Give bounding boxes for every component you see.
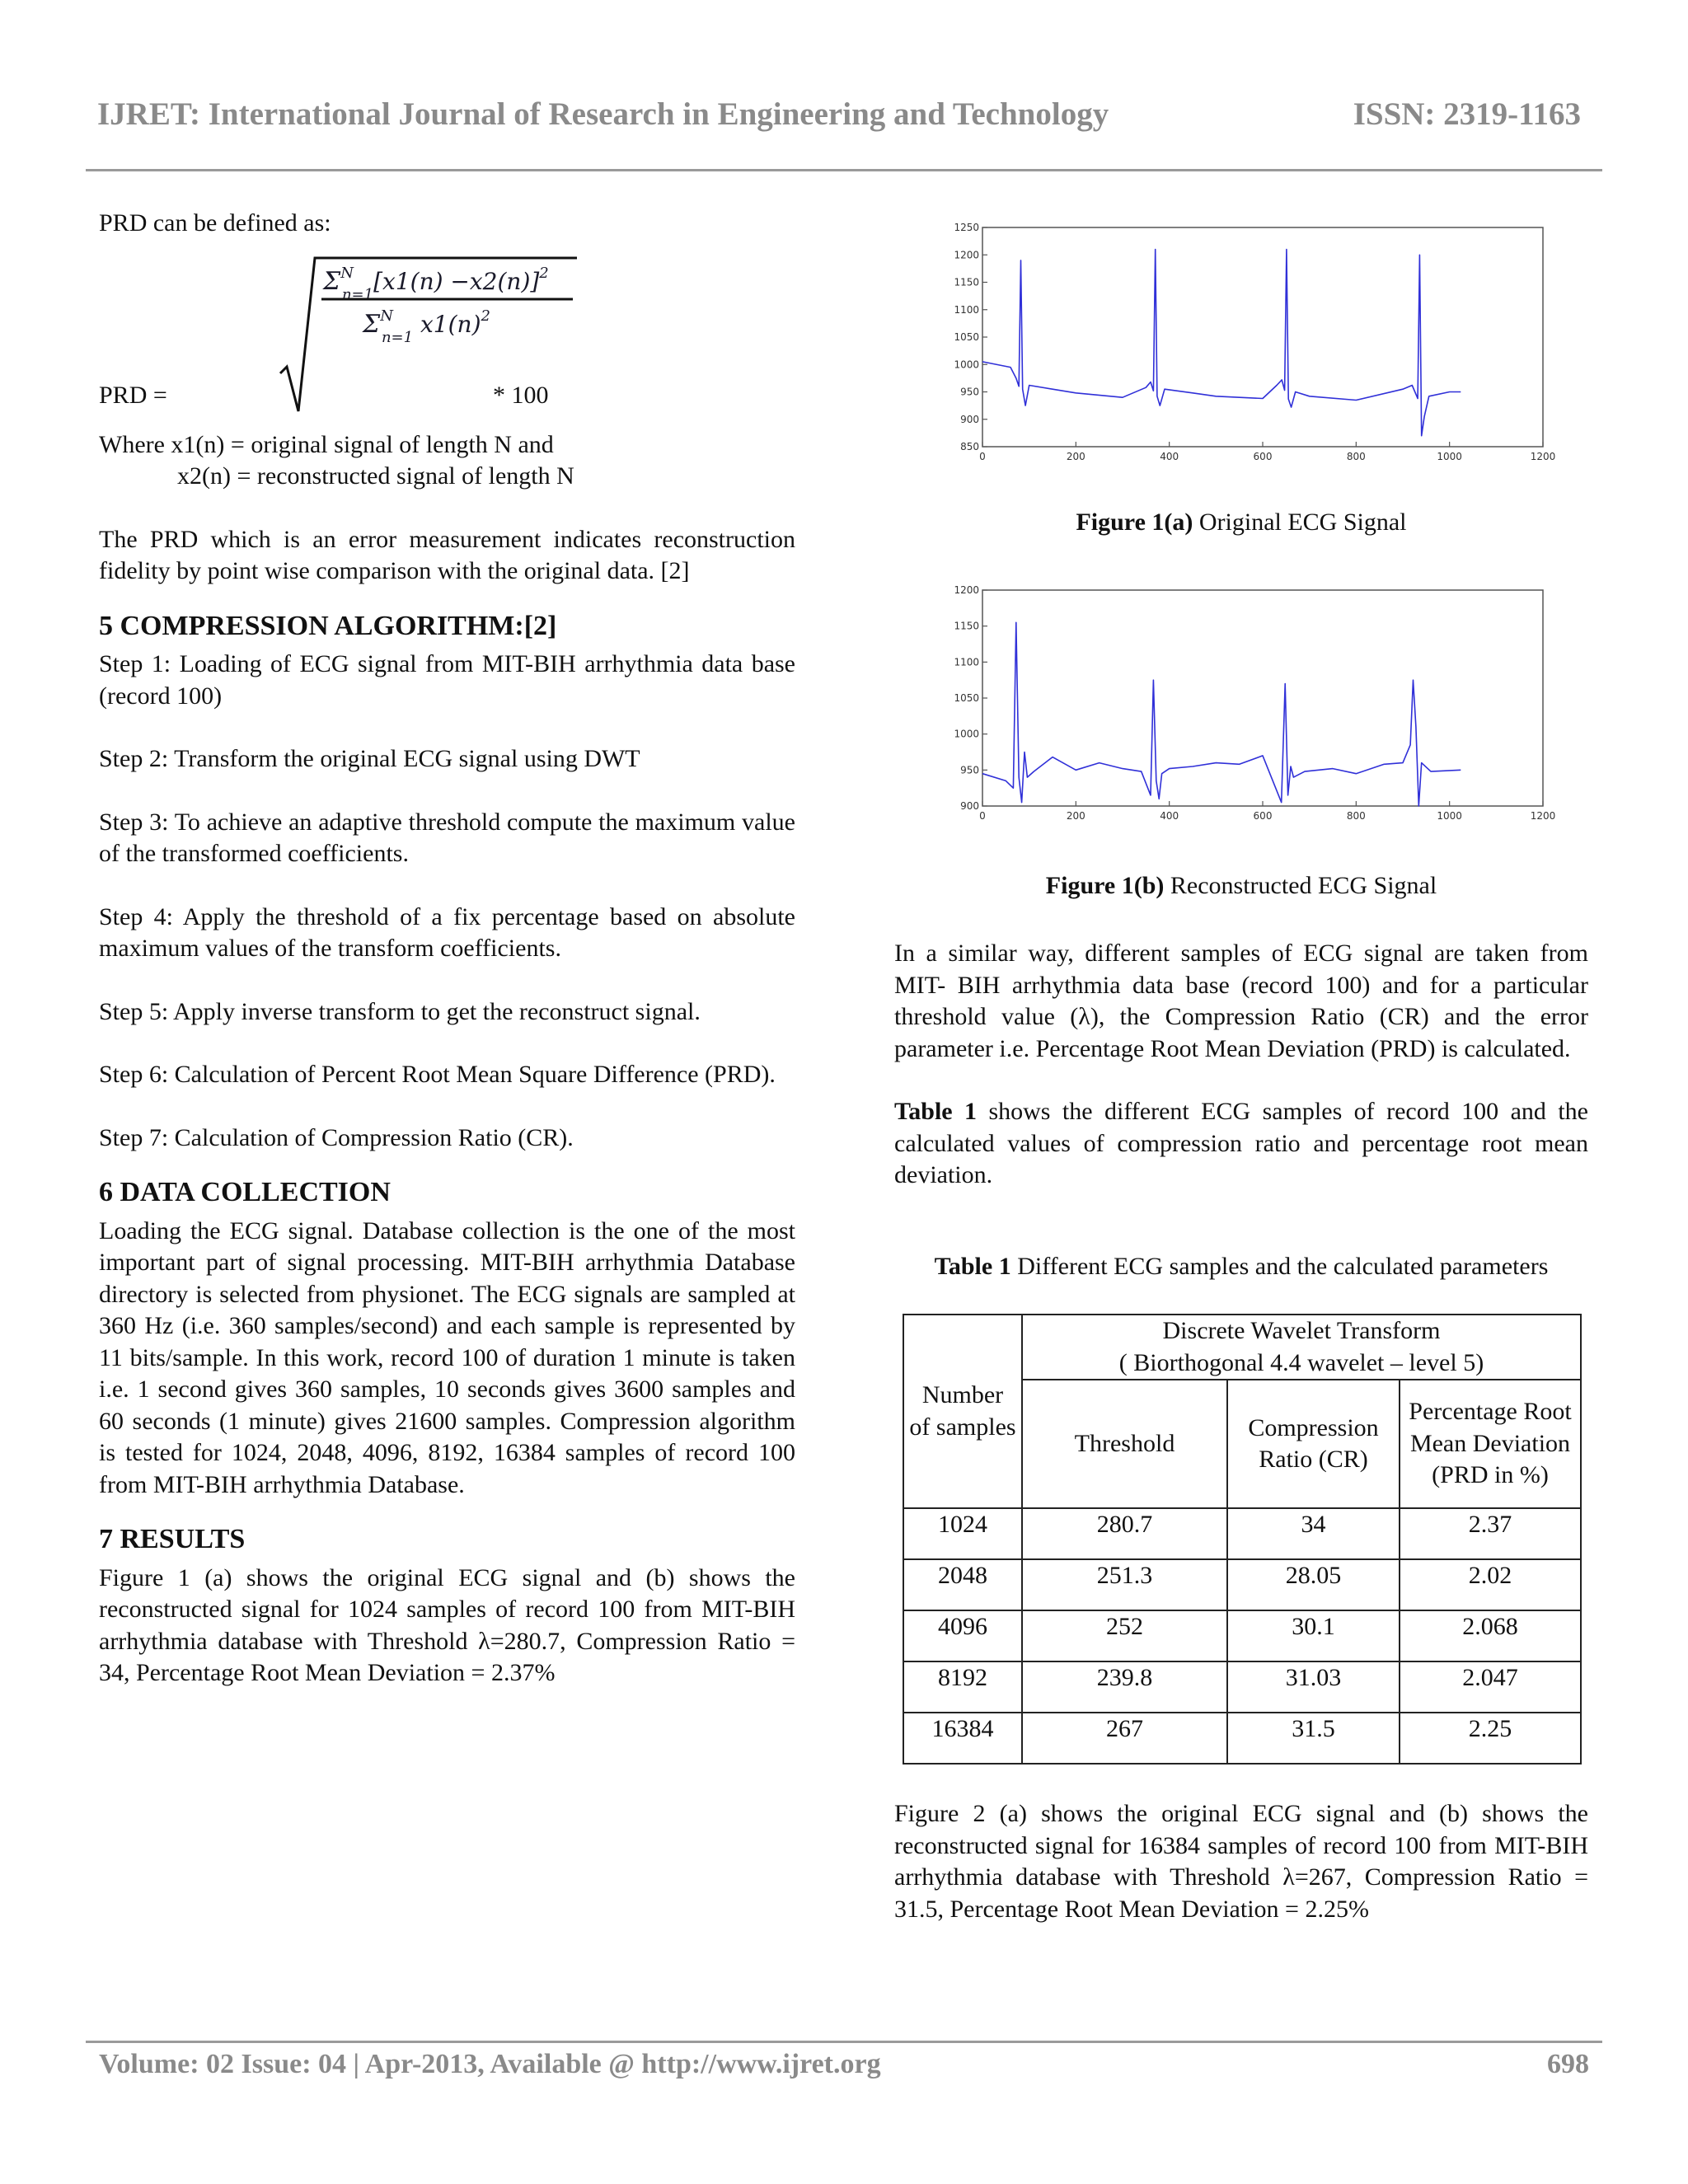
y-tick-label: 1100	[954, 303, 979, 316]
running-footer	[99, 2049, 1589, 2080]
step-3: Step 3: To achieve an adaptive threshold compute the maximum value of the transformed coefficients.	[99, 808, 795, 867]
table-caption	[894, 1253, 1588, 1281]
prd-description: The PRD which is an error measurement indicates reconstruction fidelity by point wise comparison with the original data. [2]	[99, 525, 795, 584]
issn: ISSN: 2319-1163	[1353, 96, 1581, 132]
cell-cr: 31.03	[1227, 1661, 1400, 1713]
table-body	[903, 1508, 1581, 1764]
section-6-text: Loading the ECG signal. Database collection is the one of the most important part of signal processing. MIT-BIH arrhythmia Database directory is selected from physionet. The ECG signals are sampled at 360 Hz (i.e. 360 samples/second) and each sample is represented by 11 bits/sample. In this work, record 100 of duration 1 minute is taken i.e. 1 second gives 360 samples, 10 seconds gives 3600 samples and 60 seconds (1 minute) gives 21600 samples. Compression algorithm is tested for 1024, 2048, 4096, 8192, 16384 samples of record 100 from MIT-BIH arrhythmia Database.	[99, 1216, 795, 1498]
section-5-title: 5 COMPRESSION ALGORITHM:[2]	[99, 610, 557, 641]
cell-threshold: 239.8	[1022, 1661, 1227, 1713]
prd-intro: PRD can be defined as:	[99, 209, 331, 237]
y-tick-label: 1100	[954, 656, 979, 668]
right-column	[894, 938, 1588, 1192]
running-header	[97, 96, 1581, 133]
cell-prd: 2.25	[1400, 1713, 1581, 1764]
x-tick-label: 200	[1066, 451, 1085, 462]
formula-multiplier: * 100	[493, 381, 549, 409]
y-tick-label: 1050	[954, 331, 979, 343]
step-6: Step 6: Calculation of Percent Root Mean Square Difference (PRD).	[99, 1061, 776, 1088]
x-tick-label: 1000	[1437, 451, 1462, 462]
where-line-1: Where x1(n) = original signal of length N and	[99, 430, 554, 458]
y-tick-label: 1150	[954, 276, 979, 288]
plot-frame	[982, 227, 1543, 447]
section-7-title: 7 RESULTS	[99, 1524, 246, 1554]
y-tick-label: 900	[960, 800, 979, 812]
where-line-2: x2(n) = reconstructed signal of length N	[177, 462, 574, 490]
table-row	[903, 1508, 1581, 1559]
header-dwt-group	[1022, 1315, 1581, 1380]
figure-1a-label: Figure 1(a)	[1076, 509, 1193, 536]
figure-1a-chart	[940, 221, 1556, 465]
x-tick-label: 200	[1066, 810, 1085, 822]
prd-formula	[99, 240, 795, 413]
x-tick-label: 1200	[1530, 810, 1556, 822]
y-tick-label: 900	[960, 413, 979, 425]
figure-1b-caption	[894, 872, 1588, 900]
results-table	[903, 1314, 1582, 1765]
cell-prd: 2.02	[1400, 1559, 1581, 1610]
cell-prd: 2.37	[1400, 1508, 1581, 1559]
cell-samples: 4096	[903, 1610, 1022, 1661]
figure-1b-text: Reconstructed ECG Signal	[1170, 872, 1437, 899]
step-4: Step 4: Apply the threshold of a fix percentage based on absolute maximum values of the transform coefficients.	[99, 902, 795, 962]
x-tick-label: 0	[979, 810, 986, 822]
x-tick-label: 800	[1346, 810, 1366, 822]
figure-1b-chart	[940, 583, 1556, 824]
x-tick-label: 600	[1253, 451, 1273, 462]
y-tick-label: 950	[960, 764, 979, 776]
cell-samples: 8192	[903, 1661, 1022, 1713]
x-tick-label: 800	[1346, 451, 1366, 462]
table-reference-paragraph	[894, 1096, 1588, 1192]
table-row	[903, 1713, 1581, 1764]
y-tick-label: 1150	[954, 620, 979, 632]
y-tick-label: 1000	[954, 359, 979, 371]
figure-1b-label: Figure 1(b)	[1045, 872, 1165, 899]
cell-cr: 28.05	[1227, 1559, 1400, 1610]
header-dwt-line-2: ( Biorthogonal 4.4 wavelet – level 5)	[1118, 1348, 1484, 1376]
y-tick-label: 1200	[954, 584, 979, 596]
x-tick-label: 1200	[1530, 451, 1556, 462]
step-5: Step 5: Apply inverse transform to get the reconstruct signal.	[99, 997, 701, 1025]
formula-label: PRD =	[99, 381, 167, 409]
plot-frame	[982, 590, 1543, 806]
step-2: Step 2: Transform the original ECG signal using DWT	[99, 745, 640, 772]
y-tick-label: 850	[960, 441, 979, 452]
page-number: 698	[1547, 2049, 1589, 2079]
cell-cr: 30.1	[1227, 1610, 1400, 1661]
cell-samples: 16384	[903, 1713, 1022, 1764]
step-1: Step 1: Loading of ECG signal from MIT-BIH arrhythmia data base (record 100)	[99, 650, 795, 710]
results-paragraph: In a similar way, different samples of ECG signal are taken from MIT- BIH arrhythmia data base (record 100) and for a particular threshold value (λ), the Compression Ratio (CR) and the error parameter i.e. Percentage Root Mean Deviation (PRD) is calculated.	[894, 940, 1588, 1062]
header-prd: Percentage Root Mean Deviation (PRD in %)	[1400, 1380, 1581, 1508]
cell-prd: 2.068	[1400, 1610, 1581, 1661]
cell-cr: 31.5	[1227, 1713, 1400, 1764]
y-tick-label: 1250	[954, 222, 979, 233]
x-tick-label: 400	[1160, 810, 1179, 822]
section-7-text: Figure 1 (a) shows the original ECG signal and (b) shows the reconstructed signal for 1024 samples of record 100 from MIT-BIH arrhythmia database with Threshold λ=280.7, Compression Ratio = 34, Percentage Root Mean Deviation = 2.37%	[99, 1563, 795, 1686]
table-caption-text: Different ECG samples and the calculated parameters	[1010, 1253, 1549, 1280]
table-row	[903, 1661, 1581, 1713]
cell-prd: 2.047	[1400, 1661, 1581, 1713]
cell-threshold: 252	[1022, 1610, 1227, 1661]
y-tick-label: 1000	[954, 728, 979, 740]
header-threshold: Threshold	[1022, 1380, 1227, 1508]
table-caption-label: Table 1	[934, 1253, 1011, 1280]
cell-samples: 1024	[903, 1508, 1022, 1559]
svg-text:ΣNn=1 x1(n)2: $\Sigma^N$ n=1 $x1(n)^2$	[363, 307, 490, 346]
cell-threshold: 280.7	[1022, 1508, 1227, 1559]
x-tick-label: 400	[1160, 451, 1179, 462]
table-ref-text: shows the different ECG samples of record 100 and the calculated values of compression ratio and percentage root mean deviation.	[894, 1098, 1588, 1188]
footer-rule	[86, 2041, 1602, 2043]
y-tick-label: 950	[960, 386, 979, 398]
y-tick-label: 1050	[954, 692, 979, 704]
header-dwt-line-1: Discrete Wavelet Transform	[1162, 1317, 1441, 1344]
figure-2-paragraph: Figure 2 (a) shows the original ECG signal and (b) shows the reconstructed signal for 16384 samples of record 100 from MIT-BIH arrhythmia database with Threshold λ=267, Compression Ratio = 31.5, Percentage Root Mean Deviation = 2.25%	[894, 1800, 1588, 1923]
cell-threshold: 267	[1022, 1713, 1227, 1764]
table-row	[903, 1610, 1581, 1661]
table-ref-label: Table 1	[894, 1098, 978, 1125]
journal-title: IJRET: International Journal of Research in Engineering and Technology	[97, 96, 1109, 132]
table-row	[903, 1559, 1581, 1610]
figure-1a-caption	[894, 509, 1588, 537]
cell-threshold: 251.3	[1022, 1559, 1227, 1610]
svg-text:ΣNn=1[x1(n) −x2(n)]2: $\Sigma^N$ $n=1[x1(n) -x2(n)]^2$	[323, 264, 549, 303]
x-tick-label: 0	[979, 451, 986, 462]
header-cr: Compression Ratio (CR)	[1227, 1380, 1400, 1508]
x-tick-label: 1000	[1437, 810, 1462, 822]
table-header-row-1	[903, 1315, 1581, 1380]
header-rule	[86, 169, 1602, 171]
step-7: Step 7: Calculation of Compression Ratio (CR).	[99, 1123, 574, 1151]
header-samples: Number of samples	[903, 1315, 1022, 1508]
section-6-title: 6 DATA COLLECTION	[99, 1177, 391, 1207]
cell-samples: 2048	[903, 1559, 1022, 1610]
y-tick-label: 1200	[954, 249, 979, 261]
x-tick-label: 600	[1253, 810, 1273, 822]
left-column	[99, 208, 795, 1690]
figure-1a-text: Original ECG Signal	[1198, 509, 1407, 536]
cell-cr: 34	[1227, 1508, 1400, 1559]
footer-volume: Volume: 02 Issue: 04 | Apr-2013, Available @ http://www.ijret.org	[99, 2049, 881, 2079]
right-column-bottom	[894, 1798, 1588, 1925]
